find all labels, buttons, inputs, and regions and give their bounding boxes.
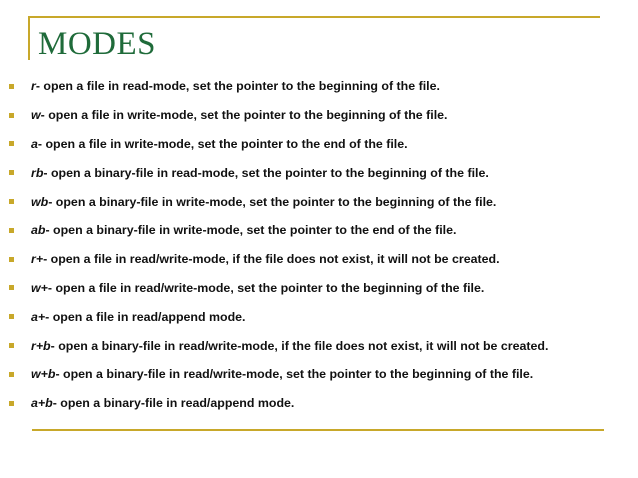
slide-title: MODES (38, 26, 157, 62)
mode-code: a (31, 136, 38, 151)
mode-description: - open a file in write-mode, set the pointer to the beginning of the file. (40, 108, 448, 123)
list-item-a-plus-b (8, 389, 630, 418)
mode-code: r (31, 79, 36, 94)
mode-code: w (31, 108, 41, 123)
square-bullet-icon (9, 228, 14, 233)
mode-code: wb (31, 194, 49, 209)
mode-description: - open a binary-file in read/write-mode, if the file does not exist, it will not be created. (50, 338, 549, 353)
list-item-w-plus-b (8, 360, 630, 389)
modes-list (8, 72, 630, 418)
top-divider (28, 16, 600, 18)
list-item-r-plus-b (8, 331, 630, 360)
mode-description: - open a binary-file in write-mode, set the pointer to the end of the file. (45, 223, 457, 238)
mode-description: - open a file in read/write-mode, if the file does not exist, it will not be created. (43, 252, 500, 267)
mode-description: - open a file in read-mode, set the pointer to the beginning of the file. (35, 79, 440, 94)
square-bullet-icon (9, 285, 14, 290)
square-bullet-icon (9, 314, 14, 319)
mode-description: - open a binary-file in write-mode, set the pointer to the beginning of the file. (48, 194, 497, 209)
mode-description: - open a file in read/append mode. (45, 309, 246, 324)
mode-code: ab (31, 223, 46, 238)
mode-description: - open a file in read/write-mode, set the pointer to the beginning of the file. (47, 280, 485, 295)
list-item-w (8, 101, 630, 130)
list-item-w-plus (8, 274, 630, 303)
list-item-wb (8, 187, 630, 216)
square-bullet-icon (9, 84, 14, 89)
mode-description: - open a file in write-mode, set the pointer to the end of the file. (37, 136, 408, 151)
mode-code: w+b (31, 367, 56, 382)
square-bullet-icon (9, 372, 14, 377)
square-bullet-icon (9, 257, 14, 262)
mode-code: rb (31, 165, 44, 180)
square-bullet-icon (9, 199, 14, 204)
mode-code: a+ (31, 309, 46, 324)
square-bullet-icon (9, 343, 14, 348)
list-item-a-plus (8, 302, 630, 331)
mode-code: w+ (31, 280, 48, 295)
list-item-ab (8, 216, 630, 245)
list-item-r-plus (8, 245, 630, 274)
mode-code: a+b (31, 396, 53, 411)
list-item-rb (8, 158, 630, 187)
title-side-divider (28, 16, 30, 60)
list-item-a (8, 130, 630, 159)
square-bullet-icon (9, 141, 14, 146)
bottom-divider (32, 429, 604, 431)
square-bullet-icon (9, 401, 14, 406)
list-item-r (8, 72, 630, 101)
mode-code: r+ (31, 252, 44, 267)
mode-code: r+b (31, 338, 51, 353)
mode-description: - open a binary-file in read-mode, set the pointer to the beginning of the file. (43, 165, 489, 180)
square-bullet-icon (9, 113, 14, 118)
square-bullet-icon (9, 170, 14, 175)
mode-description: - open a binary-file in read/write-mode, set the pointer to the beginning of the file. (55, 367, 534, 382)
mode-description: - open a binary-file in read/append mode. (52, 396, 295, 411)
